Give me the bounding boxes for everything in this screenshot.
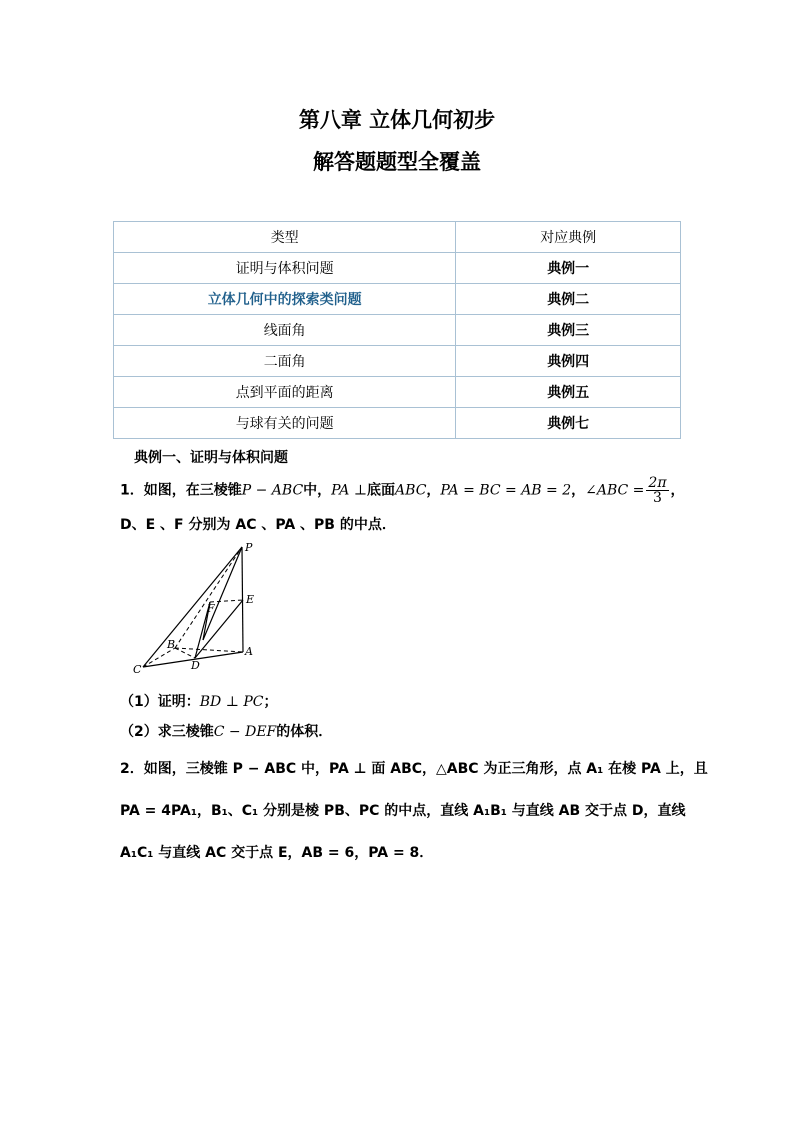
fraction-numerator: 2π	[648, 475, 667, 491]
math: ABC	[395, 482, 427, 499]
text: ，	[426, 482, 441, 499]
table-cell-example: 典例五	[456, 377, 681, 408]
question-2	[120, 721, 332, 741]
table-cell-example: 典例二	[456, 284, 681, 315]
label-c: C	[133, 663, 142, 675]
problem-number: 1．	[120, 482, 144, 499]
table-cell-example: 典例三	[456, 315, 681, 346]
table-row	[114, 377, 681, 408]
table-cell-type: 二面角	[114, 346, 456, 377]
problem1-line1	[120, 476, 685, 505]
header-example: 对应典例	[456, 222, 681, 253]
text: 如图，在三棱锥	[143, 482, 242, 499]
text: 中，	[303, 482, 332, 499]
table-row	[114, 346, 681, 377]
table-cell-type: 证明与体积问题	[114, 253, 456, 284]
fraction	[646, 476, 668, 505]
table-cell-example: 典例四	[456, 346, 681, 377]
edge-bp-hidden	[175, 547, 242, 648]
label-a: A	[245, 645, 253, 658]
text: 的体积．	[276, 724, 333, 740]
edge-pf	[203, 547, 242, 640]
table-row	[114, 253, 681, 284]
label-f: F	[207, 602, 215, 615]
math: PA ⊥	[331, 482, 368, 499]
math: PA = BC = AB = 2	[440, 482, 572, 499]
page-subtitle: 解答题题型全覆盖	[313, 149, 481, 174]
table-cell-type-link[interactable]: 立体几何中的探索类问题	[114, 284, 456, 315]
table-row	[114, 408, 681, 439]
label-b: B	[167, 638, 176, 651]
problem2-line1: 2．如图，三棱锥 P − ABC 中，PA ⊥ 面 ABC，△ABC 为正三角形，点 A₁ 在棱 PA 上，且	[120, 761, 708, 777]
edge-ba-hidden	[175, 648, 243, 652]
table-cell-example: 典例一	[456, 253, 681, 284]
math: ∠ABC =	[585, 482, 645, 499]
table-header-row	[114, 222, 681, 253]
type-table	[113, 221, 681, 439]
math: P − ABC	[241, 482, 304, 499]
table-row	[114, 315, 681, 346]
text: ，	[571, 482, 586, 499]
table-cell-type: 与球有关的问题	[114, 408, 456, 439]
table-cell-type: 线面角	[114, 315, 456, 346]
problem1-line2: D、E 、F 分别为 AC 、PA 、PB 的中点．	[120, 517, 396, 533]
question-label: （1）证明：	[120, 694, 200, 710]
header-type: 类型	[114, 222, 456, 253]
question-label: （2）求三棱锥	[120, 724, 214, 740]
question-1	[120, 691, 277, 711]
edge-fe-hidden	[210, 600, 243, 602]
label-d: D	[191, 659, 200, 672]
edge-pa	[242, 547, 243, 652]
text: ，	[670, 482, 685, 499]
chapter-title: 第八章 立体几何初步	[298, 107, 496, 132]
table-cell-type: 点到平面的距离	[114, 377, 456, 408]
section-heading: 典例一、证明与体积问题	[134, 450, 288, 466]
problem2-line3: A₁C₁ 与直线 AC 交于点 E，AB = 6，PA = 8．	[120, 845, 434, 861]
text: ；	[263, 694, 278, 710]
label-p: P	[245, 541, 253, 554]
table-cell-example: 典例七	[456, 408, 681, 439]
label-e: E	[246, 593, 255, 606]
table-row	[114, 284, 681, 315]
math: BD ⊥ PC	[199, 694, 264, 710]
problem2-line2: PA = 4PA₁，B₁、C₁ 分别是棱 PB、PC 的中点，直线 A₁B₁ 与直线 AB 交于点 D，直线	[120, 803, 686, 819]
text: 底面	[367, 482, 396, 499]
fraction-denominator: 3	[653, 490, 662, 506]
math: C − DEF	[213, 724, 277, 740]
tetrahedron-figure	[125, 540, 265, 675]
